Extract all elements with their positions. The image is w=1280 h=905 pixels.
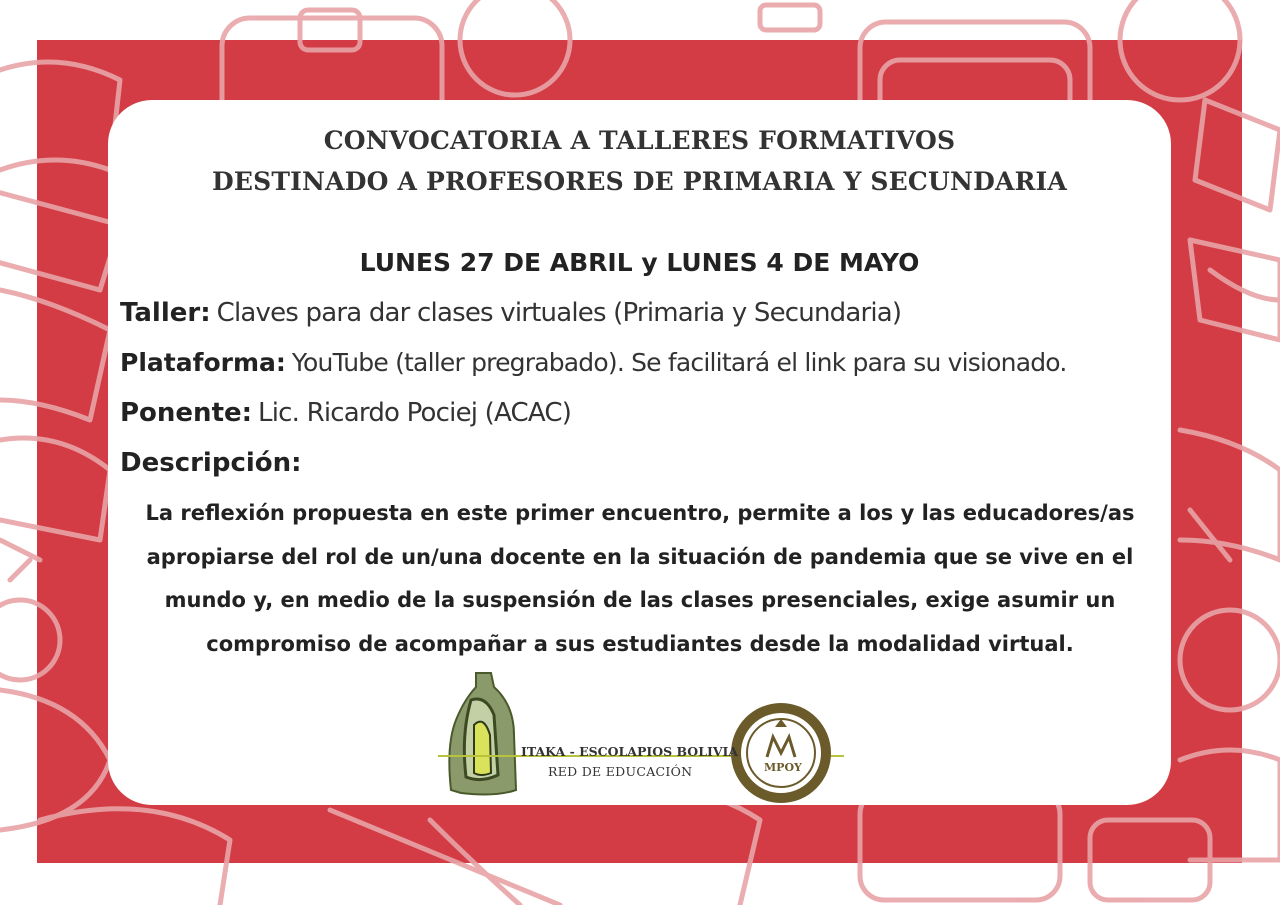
plataforma-row: [120, 348, 1067, 377]
logo-graphics: [436, 665, 846, 805]
org-name: ITAKA - ESCOLAPIOS BOLIVIA: [521, 744, 739, 759]
seal-logo-icon: [731, 703, 831, 803]
plataforma-value: YouTube (taller pregrabado). Se facilitará el link para su visionado.: [291, 348, 1067, 377]
event-date: LUNES 27 DE ABRIL y LUNES 4 DE MAYO: [359, 248, 920, 277]
info-card: [108, 100, 1171, 805]
taller-value: Claves para dar clases virtuales (Primaria y Secundaria): [216, 298, 902, 328]
title-line-1: CONVOCATORIA A TALLERES FORMATIVOS: [323, 126, 956, 155]
descripcion-label: Descripción:: [120, 448, 302, 478]
title-line-2: DESTINADO A PROFESORES DE PRIMARIA Y SECUNDARIA: [211, 167, 1068, 196]
description-line: apropiarse del rol de un/una docente en la situación de pandemia que se vive en el: [146, 544, 1134, 569]
logos-area: [436, 665, 846, 805]
taller-row: [120, 298, 901, 328]
descripcion-row: [120, 448, 308, 478]
description-text: [120, 492, 1160, 666]
description-line: mundo y, en medio de la suspensión de las clases presenciales, exige asumir un: [164, 588, 1116, 612]
ponente-value: Lic. Ricardo Pociej (ACAC): [258, 398, 572, 428]
ponente-row: [120, 398, 571, 428]
description-line: compromiso de acompañar a sus estudiantes desde la modalidad virtual.: [206, 631, 1074, 656]
itaka-logo-icon: [449, 673, 516, 794]
seal-text: MPOY: [764, 761, 802, 774]
taller-label: Taller:: [120, 298, 211, 328]
ponente-label: Ponente:: [120, 398, 253, 428]
description-line: La reflexión propuesta en este primer encuentro, permite a los y las educadores/as: [145, 501, 1135, 525]
plataforma-label: Plataforma:: [120, 348, 286, 377]
org-subtitle: RED DE EDUCACIÓN: [548, 764, 693, 779]
